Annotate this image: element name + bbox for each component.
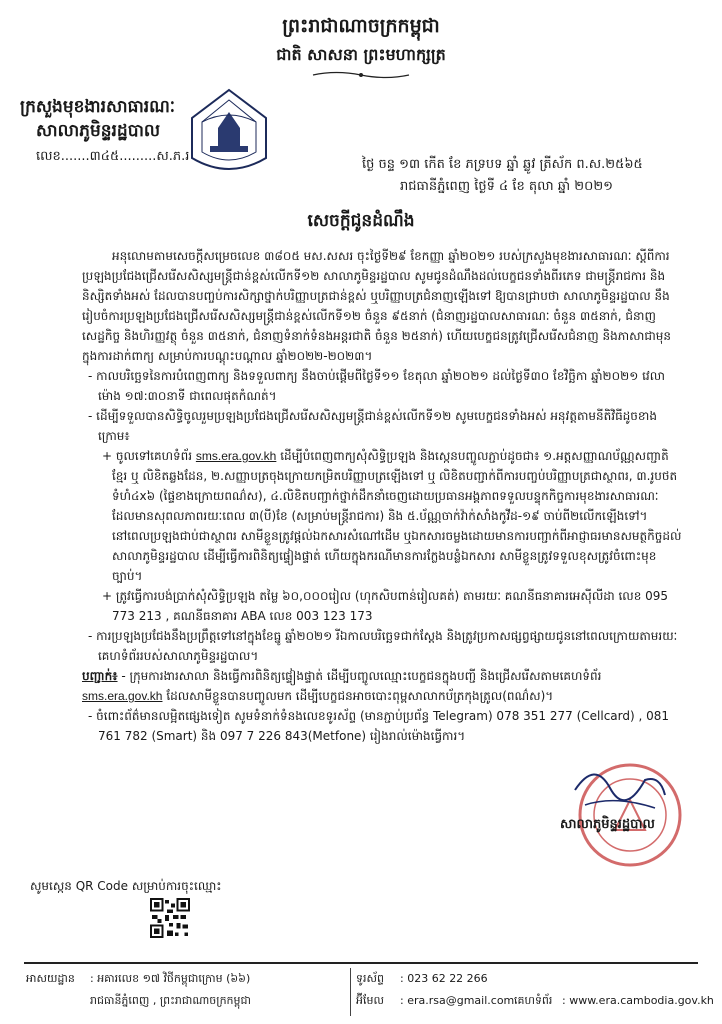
- phone-label: ទូរស័ព្ទ: [356, 972, 384, 985]
- handwritten-signature: [565, 750, 675, 850]
- address-line-2: រាជធានីភ្នំពេញ , ព្រះរាជាណាចក្រកម្ពុជា: [90, 994, 251, 1007]
- step-register-prefix: + ចូលទៅគេហទំព័រ: [102, 449, 193, 463]
- note-1-text: ដែលសាមីខ្លួនបានបញ្ចូលមក ដើម្បីបេក្ខជនអាចបោះពុម្ពសាលាកប័ត្រកុងត្រូល(ពណ៌ស)។: [166, 689, 554, 703]
- qr-instruction: សូមស្កេន QR Code សម្រាប់ការចុះឈ្មោះ: [30, 879, 222, 893]
- footer-separator: [350, 968, 351, 1016]
- agency-name: សាលាភូមិន្ទរដ្ឋបាល: [36, 121, 161, 141]
- note-label: បញ្ជាក់៖: [82, 669, 118, 683]
- note-section: [82, 666, 682, 706]
- procedure-step-payment: + ត្រូវធ្វើការបង់ប្រាក់សុំសិទ្ធិប្រឡង តម្លៃ ៦០,០០០រៀល (ហុកសិបពាន់រៀលគត់) តាមរយៈ គណនីធនាគារអេស៊ីលីដា លេខ 095 773 213 , គណនីធនាគារ ABA លេខ 003 123 173: [102, 589, 669, 623]
- registration-qr-code[interactable]: [150, 898, 190, 938]
- email-address[interactable]: : era.rsa@gmail.com: [400, 994, 515, 1007]
- footer-divider: [24, 962, 698, 964]
- address-label: អាសយដ្ឋាន: [26, 972, 75, 985]
- kingdom-header: ព្រះរាជាណាចក្រកម្ពុជា: [282, 15, 440, 37]
- lunar-date: ថ្ងៃ ចន្ទ ១៣ កើត ខែ ភទ្របទ ឆ្នាំ ឆ្លូវ ត្រីស័ក ព.ស.២៥៦៥: [362, 157, 643, 172]
- step-register-text: ដើម្បីបំពេញពាក្យសុំសិទ្ធិប្រឡង និងស្កេនបញ្ចូលភ្ជាប់ដូចជា៖ ១.អត្តសញ្ញាណប័ណ្ណសញ្ជាតិខ្មែរ ឬ លិខិតឆ្លងដែន, ២.សញ្ញាបត្រចុងក្រោយកម្រិតបរិញ្ញាបត្រឡើងទៅ ឬ លិខិតបញ្ជាក់ពីការបញ្ចប់បរិញ្ញាបត្រជាស្ថាពរ, ៣.រូបថតទំហំ៤x៦ (ផ្ទៃខាងក្រោយពណ៌ស), ៤.លិខិតបញ្ជាក់ថ្នាក់ដឹកនាំចេញដោយប្រធានអង្គភាពទទួលបន្ទុកកិច្ចការមុខងារសាធារណៈ ដែលមានសុពលភាពរយៈពេល ៣(បី)ខែ (សម្រាប់មន្ត្រីរាជការ) និង ៥.ប័ណ្ណចាក់វ៉ាក់សាំងកូវីដ-១៩ ចាប់ពី២លើកឡើងទៅ។ នៅពេលប្រឡងជាប់ជាស្ថាពរ សាមីខ្លួនត្រូវផ្តល់ឯកសារសំណៅដើម ឬឯកសារចម្លងដោយមានការបញ្ជាក់ពីអាជ្ញាធរមានសមត្ថកិច្ចដល់សាលាភូមិន្ទរដ្ឋបាល ដើម្បីធ្វើការពិនិត្យផ្ទៀងផ្ទាត់ ហើយក្នុងករណីមានការក្លែងបន្លំឯកសារ សាមីខ្លួនត្រូវទទួលខុសត្រូវចំពោះមុខច្បាប់។: [112, 449, 682, 583]
- notice-body: [82, 246, 682, 746]
- contact-info: - ចំពោះព័ត៌មានលម្អិតផ្សេងទៀត សូមទំនាក់ទំនងលេខទូរស័ព្ទ (មានភ្ជាប់ប្រព័ន្ធ Telegram) 078 351 277 (Cellcard) , 081 761 782 (Smart) និង 097 7 226 843(Metfone) រៀងរាល់ម៉ោងធ្វើការ។: [88, 709, 670, 743]
- address-line-1: : អគារលេខ ១៧ វិថីកម្ពុជាក្រោម (៦៦): [90, 972, 251, 985]
- note-registration-link[interactable]: sms.era.gov.kh: [82, 689, 163, 703]
- procedure-step-register: [82, 446, 682, 586]
- procedure-intro: - ដើម្បីទទួលបានសិទ្ធិចូលរួមប្រឡងប្រជែងជ្រើសរើសសិស្សមន្ត្រីជាន់ខ្ពស់លើកទី១២ សូមបេក្ខជនទាំងអស់ អនុវត្តតាមនីតិវិធីដូចខាងក្រោម៖: [88, 409, 657, 443]
- ornament-divider: [311, 70, 411, 80]
- website-label: គេហទំព័រ: [514, 994, 553, 1007]
- reference-number: លេខ.......៣៤៥.........ស.ភ.រ: [36, 149, 190, 164]
- application-period: - កាលបរិច្ឆេទនៃការបំពេញពាក្យ និងទទួលពាក្យ នឹងចាប់ផ្តើមពីថ្ងៃទី១១ ខែតុលា ឆ្នាំ២០២១ ដល់ថ្ងៃទី៣០ ខែវិច្ឆិកា ឆ្នាំ២០២១ វេលាម៉ោង ១៧:៣០នាទី ជាពេលផុតកំណត់។: [88, 369, 665, 403]
- email-label: អ៊ីមែល: [356, 994, 384, 1007]
- registration-link[interactable]: sms.era.gov.kh: [195, 449, 277, 463]
- solar-date: រាជធានីភ្នំពេញ ថ្ងៃទី ៤ ខែ តុលា ឆ្នាំ ២០២១: [400, 179, 614, 194]
- note-1-prefix: - ក្រុមការងារសាលា និងធ្វើការពិនិត្យផ្ទៀងផ្ទាត់ ដើម្បីបញ្ចូលឈ្មោះបេក្ខជនក្នុងបញ្ជី និងជ្រើសរើសតាមគេហទំព័រ: [121, 669, 602, 683]
- notice-title: សេចក្តីជូនដំណឹង: [307, 211, 415, 231]
- agency-logo: [188, 88, 270, 180]
- intro-paragraph: អនុលោមតាមសេចក្តីសម្រេចលេខ ៣៨០៥ មស.សសរ ចុះថ្ងៃទី២៩ ខែកញ្ញា ឆ្នាំ២០២១ របស់ក្រសួងមុខងារសាធារណៈ ស្តីពីការប្រឡងប្រជែងជ្រើសរើសសិស្សមន្ត្រីជាន់ខ្ពស់លើកទី១២ សាលាភូមិន្ទរដ្ឋបាល សូមជូនដំណឹងដល់បេក្ខជនទាំងពីរភេទ ជាមន្ត្រីរាជការ និងនិស្សិតទាំងអស់ ដែលបានបញ្ចប់ការសិក្សាថ្នាក់បរិញ្ញាបត្រជាន់ខ្ពស់ ឬបរិញ្ញាបត្រជំនាញឡើងទៅ ឱ្យបានជ្រាបថា សាលាភូមិន្ទរដ្ឋបាល នឹងរៀបចំការប្រឡងប្រជែងជ្រើសរើសសិស្សមន្ត្រីជាន់ខ្ពស់លើកទី១២ ចំនួន ៩៥នាក់ (ជំនាញរដ្ឋបាលសាធារណៈ ចំនួន ៣៥នាក់, ជំនាញសេដ្ឋកិច្ច និងហិរញ្ញវត្ថុ ចំនួន ៣៥នាក់, ជំនាញទំនាក់ទំនងអន្តរជាតិ ចំនួន ២៥នាក់) ហើយបេក្ខជនត្រូវជ្រើសរើសជំនាញ និងភាសាជាមុនក្នុងការដាក់ពាក្យ សម្រាប់ការបណ្តុះបណ្តាល ឆ្នាំ២០២២-២០២៣។: [82, 249, 672, 363]
- phone-number: : 023 62 22 266: [400, 972, 488, 985]
- website-url[interactable]: : www.era.cambodia.gov.kh: [562, 994, 714, 1007]
- exam-schedule: - ការប្រឡងប្រជែងនឹងប្រព្រឹត្តទៅនៅក្នុងខែធ្នូ ឆ្នាំ២០២១ រីឯកាលបរិច្ឆេទជាក់ស្តែង និងត្រូវប្រកាសផ្សព្វផ្សាយជូននៅពេលក្រោយតាមរយៈគេហទំព័ររបស់សាលាភូមិន្ទរដ្ឋបាល។: [88, 629, 678, 663]
- ministry-name: ក្រសួងមុខងារសាធារណៈ: [20, 97, 176, 117]
- national-motto: ជាតិ សាសនា ព្រះមហាក្សត្រ: [276, 45, 446, 64]
- signatory-agency: សាលាភូមិន្ទរដ្ឋបាល: [560, 817, 655, 832]
